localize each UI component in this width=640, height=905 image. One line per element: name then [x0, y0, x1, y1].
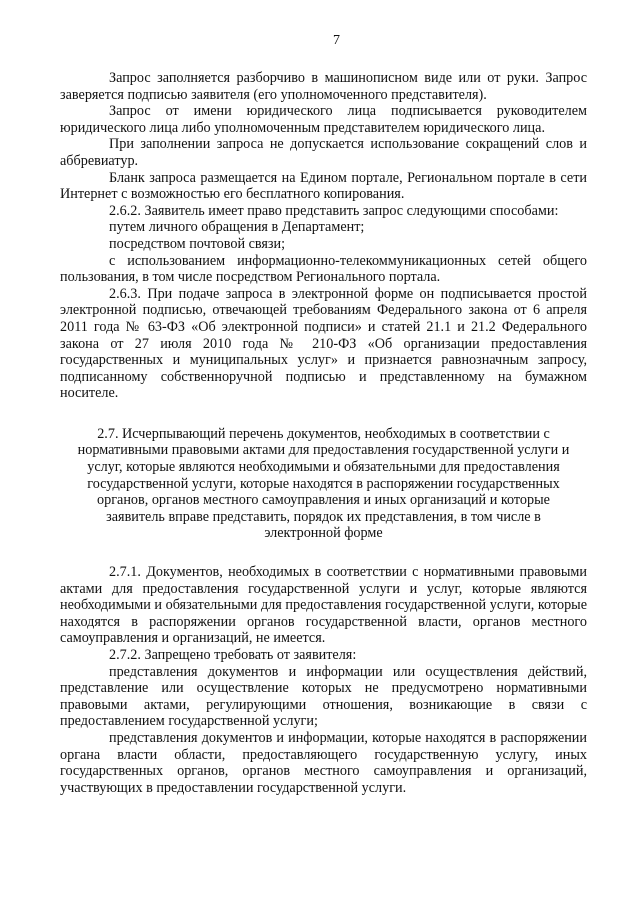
paragraph-2-6-2: 2.6.2. Заявитель имеет право представить запрос следующими способами:: [109, 202, 559, 219]
paragraph-legal-entity-signature: Запрос от имени юридического лица подписывается руководителем юридического лица либо уполномоченным представителем юридического лица.: [60, 103, 587, 136]
paragraph-form-placement: Бланк запроса размещается на Едином портале, Региональном портале в сети Интернет с возможностью его бесплатного копирования.: [60, 169, 587, 203]
paragraph-networks: с использованием информационно-телекоммуникационных сетей общего пользования, в том числе посредством Регионального портала.: [60, 252, 587, 286]
section-heading-2-7: 2.7. Исчерпывающий перечень документов, необходимых в соответствии с нормативными правовыми актами для предоставления государственной услуги и услуг, которые являются необходимыми и обязательными для предоставления государственной услуги, которые находятся в распоряжении государственных органов, органов местного самоуправления и иных организаций и которые заявитель вправе представить, порядок их представления, в том числе в электронной форме: [77, 425, 570, 542]
paragraph-2-6-3: 2.6.3. При подаче запроса в электронной форме он подписывается простой электронной подписью, отвечающей требованиям Федерального закона от 6 апреля 2011 года № 63-ФЗ «Об электронной подписи» и статей 21.1 и 21.2 Федерального закона от 27 июля 2010 года № 210-ФЗ «Об организации предоставления государственных и муниципальных услуг» и признается равнозначным запросу, подписанному собственноручной подписью и представленному на бумажном носителе.: [60, 285, 587, 402]
paragraph-2-7-1: 2.7.1. Документов, необходимых в соответствии с нормативными правовыми актами для предоставления государственной услуги и услуг, которые являются необходимыми и обязательными для предоставления государственной услуги, которые находятся в распоряжении органов государственной власти, органов местного самоуправления и организаций, не имеется.: [60, 564, 587, 647]
paragraph-postal: посредством почтовой связи;: [109, 235, 286, 252]
page-number: 7: [333, 33, 340, 48]
document-page: [60, 32, 587, 796]
paragraph-prohibition-1: представления документов и информации или осуществления действий, представление или осуществление которых не предусмотрено нормативными правовыми актами, регулирующими отношения, возникающие в связи с предоставлением государственной услуги;: [60, 663, 587, 730]
paragraph-2-7-2: 2.7.2. Запрещено требовать от заявителя:: [109, 647, 357, 663]
paragraph-prohibition-2: представления документов и информации, которые находятся в распоряжении органа власти области, предоставляющего государственную услугу, иных государственных органов, органов местного самоуправления и организаций, участвующих в предоставлении государственной услуги.: [60, 729, 587, 796]
paragraph-no-abbreviations: При заполнении запроса не допускается использование сокращений слов и аббревиатур.: [60, 136, 587, 169]
paragraph-request-filling: Запрос заполняется разборчиво в машинописном виде или от руки. Запрос заверяется подписью заявителя (его уполномоченного представителя).: [60, 70, 587, 103]
paragraph-personal-visit: путем личного обращения в Департамент;: [109, 219, 365, 236]
